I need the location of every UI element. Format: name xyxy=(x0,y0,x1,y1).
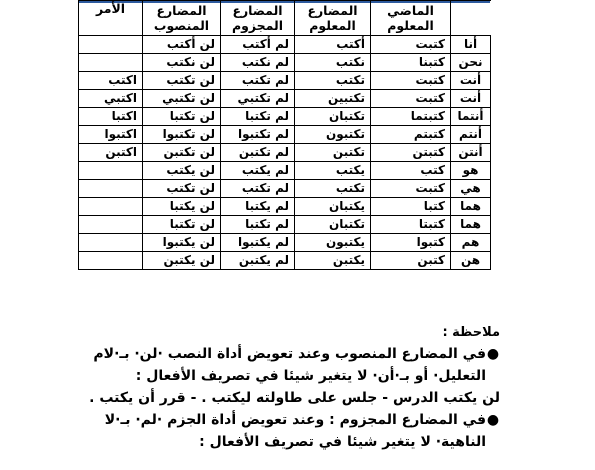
present-cell: تكتب xyxy=(295,72,371,90)
present-cell: تكتبن xyxy=(295,144,371,162)
bullet-icon: ● xyxy=(486,412,500,428)
table-row xyxy=(79,90,491,108)
past-cell: كتبنا xyxy=(371,54,451,72)
present-cell: يكتب xyxy=(295,162,371,180)
note-item-jussive xyxy=(70,409,500,453)
jussive-cell: لم تكتب xyxy=(221,72,295,90)
imperative-cell xyxy=(79,54,143,72)
present-cell: يكتبون xyxy=(295,234,371,252)
table-row xyxy=(79,108,491,126)
subjunctive-cell: لن تكتب xyxy=(143,72,221,90)
jussive-cell: لم تكتبا xyxy=(221,108,295,126)
pronoun-cell: هما xyxy=(451,198,491,216)
subjunctive-cell: لن يكتب xyxy=(143,162,221,180)
table-row xyxy=(79,72,491,90)
table-row xyxy=(79,234,491,252)
header-past-label: الماضي المعلوم xyxy=(387,3,434,33)
jussive-cell: لم تكتبوا xyxy=(221,126,295,144)
header-subjunctive-label: المضارع المنصوب xyxy=(153,3,210,33)
pronoun-cell: أنتم xyxy=(451,126,491,144)
note-item-subjunctive xyxy=(70,343,500,409)
jussive-cell: لم تكتب xyxy=(221,180,295,198)
notes-section xyxy=(70,325,500,453)
table-row xyxy=(79,162,491,180)
conjugation-sheet xyxy=(78,0,490,316)
present-cell: أكتب xyxy=(295,36,371,54)
subjunctive-cell: لن تكتبي xyxy=(143,90,221,108)
header-imperative xyxy=(79,1,143,36)
note-line: لن يكتب الدرس - جلس على طاولته ليكتب . - قرر أن يكتب . xyxy=(89,390,500,406)
subjunctive-cell: لن تكتبا xyxy=(143,216,221,234)
pronoun-cell: هو xyxy=(451,162,491,180)
table-row xyxy=(79,180,491,198)
past-cell: كتبت xyxy=(371,90,451,108)
present-cell: تكتب xyxy=(295,180,371,198)
bullet-icon: ● xyxy=(486,346,500,362)
note-lines xyxy=(70,409,486,453)
past-cell: كتبا xyxy=(371,198,451,216)
jussive-cell: لم يكتب xyxy=(221,162,295,180)
jussive-cell: لم تكتبي xyxy=(221,90,295,108)
pronoun-cell: هي xyxy=(451,180,491,198)
subjunctive-cell: لن تكتب xyxy=(143,180,221,198)
jussive-cell: لم أكتب xyxy=(221,36,295,54)
present-cell: تكتبان xyxy=(295,108,371,126)
past-cell: كتبت xyxy=(371,180,451,198)
subjunctive-cell: لن تكتبن xyxy=(143,144,221,162)
table-row xyxy=(79,198,491,216)
subjunctive-cell: لن يكتبن xyxy=(143,252,221,270)
table-row xyxy=(79,144,491,162)
table-row xyxy=(79,252,491,270)
header-corner xyxy=(451,1,491,36)
header-present-label: المضارع المعلوم xyxy=(307,3,358,33)
present-cell: تكتبين xyxy=(295,90,371,108)
header-subjunctive xyxy=(143,1,221,36)
note-line: التعليل· أو بـ·أن· لا يتغير شيئا في تصريف الأفعال : xyxy=(135,368,486,384)
pronoun-cell: أنت xyxy=(451,90,491,108)
jussive-cell: لم يكتبن xyxy=(221,252,295,270)
imperative-cell xyxy=(79,198,143,216)
imperative-cell xyxy=(79,216,143,234)
table-row xyxy=(79,36,491,54)
jussive-cell: لم نكتب xyxy=(221,54,295,72)
past-cell: كتبوا xyxy=(371,234,451,252)
past-cell: كتبتن xyxy=(371,144,451,162)
pronoun-cell: هن xyxy=(451,252,491,270)
imperative-cell: اكتب xyxy=(79,72,143,90)
pronoun-cell: أنتما xyxy=(451,108,491,126)
imperative-cell: اكتبا xyxy=(79,108,143,126)
pronoun-cell: أنت xyxy=(451,72,491,90)
subjunctive-cell: لن يكتبوا xyxy=(143,234,221,252)
present-cell: يكتبان xyxy=(295,198,371,216)
imperative-cell xyxy=(79,36,143,54)
imperative-cell: اكتبي xyxy=(79,90,143,108)
jussive-cell: لم يكتبوا xyxy=(221,234,295,252)
header-jussive xyxy=(221,1,295,36)
imperative-cell xyxy=(79,252,143,270)
imperative-cell xyxy=(79,180,143,198)
past-cell: كتبت xyxy=(371,36,451,54)
present-cell: تكتبون xyxy=(295,126,371,144)
subjunctive-cell: لن أكتب xyxy=(143,36,221,54)
note-lines xyxy=(70,343,500,409)
table-header-row xyxy=(79,1,491,36)
jussive-cell: لم تكتبا xyxy=(221,216,295,234)
header-present xyxy=(295,1,371,36)
present-cell: تكتبان xyxy=(295,216,371,234)
pronoun-cell: نحن xyxy=(451,54,491,72)
pronoun-cell: هما xyxy=(451,216,491,234)
past-cell: كتبتا xyxy=(371,216,451,234)
subjunctive-cell: لن تكتبا xyxy=(143,108,221,126)
past-cell: كتبن xyxy=(371,252,451,270)
pronoun-cell: هم xyxy=(451,234,491,252)
jussive-cell: لم تكتبن xyxy=(221,144,295,162)
note-line: في المضارع المجزوم : وعند تعويض أداة الجزم ·لم· بـ·لا xyxy=(104,412,486,428)
past-cell: كتب xyxy=(371,162,451,180)
subjunctive-cell: لن نكتب xyxy=(143,54,221,72)
header-past xyxy=(371,1,451,36)
pronoun-cell: أنتن xyxy=(451,144,491,162)
header-imperative-label: الأمر xyxy=(95,1,126,16)
imperative-cell xyxy=(79,162,143,180)
table-row xyxy=(79,216,491,234)
subjunctive-cell: لن يكتبا xyxy=(143,198,221,216)
note-line: في المضارع المنصوب وعند تعويض أداة النصب ·لن· بـ·لام xyxy=(93,346,486,362)
subjunctive-cell: لن تكتبوا xyxy=(143,126,221,144)
past-cell: كتبت xyxy=(371,72,451,90)
present-cell: يكتبن xyxy=(295,252,371,270)
imperative-cell xyxy=(79,234,143,252)
imperative-cell: اكتبن xyxy=(79,144,143,162)
notes-title: ملاحظة : xyxy=(442,325,500,340)
imperative-cell: اكتبوا xyxy=(79,126,143,144)
conjugation-table xyxy=(78,0,491,270)
present-cell: نكتب xyxy=(295,54,371,72)
note-line: الناهية· لا يتغير شيئا في تصريف الأفعال : xyxy=(199,434,486,450)
table-row xyxy=(79,54,491,72)
past-cell: كتبتم xyxy=(371,126,451,144)
pronoun-cell: أنا xyxy=(451,36,491,54)
past-cell: كتبتما xyxy=(371,108,451,126)
jussive-cell: لم يكتبا xyxy=(221,198,295,216)
table-row xyxy=(79,126,491,144)
header-jussive-label: المضارع المجزوم xyxy=(231,3,284,33)
